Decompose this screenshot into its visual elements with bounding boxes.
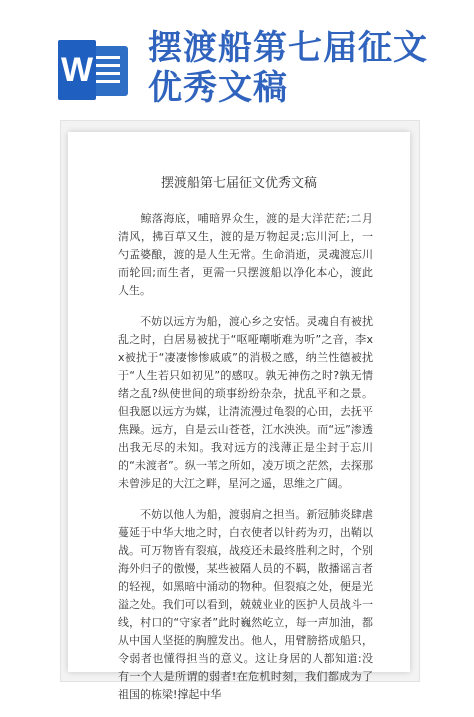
- paragraph: 不妨以他人为船，渡弱肩之担当。新冠肺炎肆虐蔓延于中华大地之时，白衣使者以针药为刃，出鞘以战。可万物皆有裂痕，战疫还未最终胜利之时，个别海外归子的傲慢，某些被隔人员的不羁，散播谣言者的轻视，如黑暗中涌动的物种。但裂痕之处，便是光溢之处。我们可以看到，兢兢业业的医护人员战斗一线，村口的“守家者”此时巍然屹立，每一声加油，都从中国人坚挺的胸膛发出。他人，用臂膀搭成船只，令弱者也懂得担当的意义。这让身居的人都知道:没有一个人是所谓的弱者!在危机时刻，我们都成为了祖国的栋梁!撑起中华: [118, 508, 373, 701]
- banner-title-line-2: 优秀文稿: [148, 68, 288, 108]
- document-body: [118, 210, 373, 717]
- paragraph: 不妨以远方为船，渡心乡之安恬。灵魂自有被扰乱之时，白居易被扰于“呕哑嘲哳难为听”之音，李xx被扰于“凄凄惨惨戚戚”的消极之感，纳兰性德被扰于“人生若只如初见”的感叹。孰无神伤之时?孰无情绪之乱?纵使世间的琐事纷纷杂杂，扰乱平和之景。但我愿以远方为媒，让清流漫过龟裂的心田，去抚平焦躁。远方，自是云山苍苍，江水泱泱。而“远”渗透出我无尽的未知。我对远方的浅薄正是尘封于忘川的“未渡者”。纵一苇之所如，凌万顷之茫然，去探那未曾涉足的大江之畔，星河之遥，思维之广阔。: [118, 315, 373, 490]
- paragraph: 鲸落海底，哺暗界众生，渡的是大洋茫茫;二月清风，拂百草又生，渡的是万物起灵;忘川河上，一勺孟婆酿，渡的是人生无常。生命消逝，灵魂渡忘川而轮回;而生者，更需一只摆渡船以净化本心，渡此人生。: [118, 212, 373, 297]
- word-icon-letter: W: [60, 51, 94, 89]
- word-icon-badge: [58, 40, 96, 100]
- banner: [0, 0, 474, 120]
- word-document-icon: [58, 40, 128, 100]
- document-page: [68, 132, 410, 701]
- banner-title-line-1: 摆渡船第七届征文: [148, 28, 428, 68]
- document-title: 摆渡船第七届征文优秀文稿: [160, 176, 317, 191]
- banner-title: [148, 28, 468, 108]
